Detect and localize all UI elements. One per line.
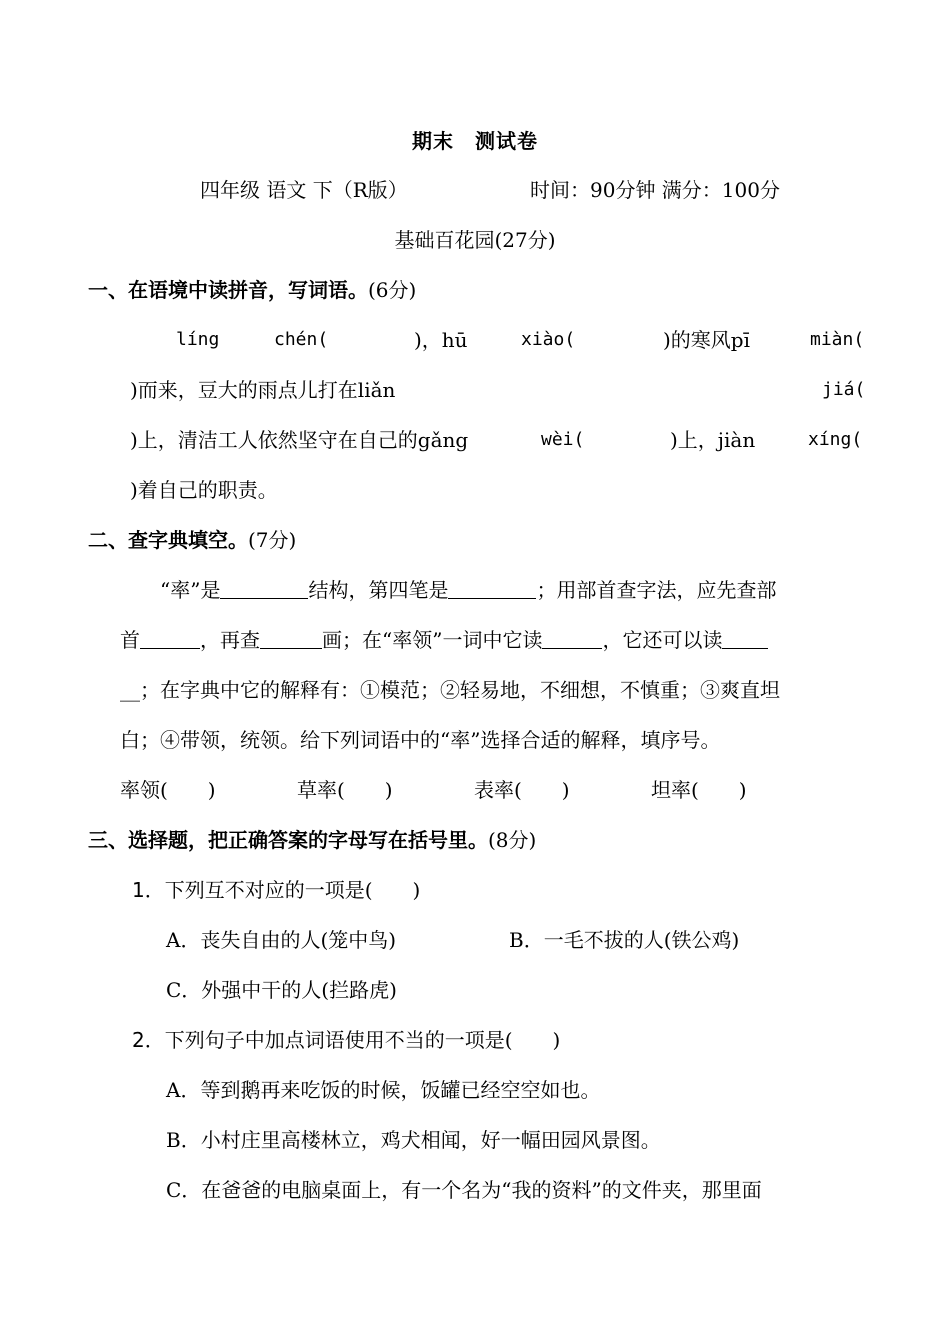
q1-line4: )着自己的职责。 [130,478,278,502]
q2-text-1c: ；用部首查字法，应先查部 [536,578,777,602]
q2-heading-text: 二、查字典填空。 [88,528,248,552]
q3-points: (8分) [488,828,537,852]
q3-item2-text: 下列句子中加点词语使用不当的一项是( ) [164,1028,561,1052]
word-biaoshuai: 表率( ) [474,778,570,802]
blank-stroke-count[interactable] [260,628,322,649]
q2-text-2b: ，再查 [200,628,260,652]
grade-info: 四年级 语文 下（R版） [200,178,408,202]
q2-line3: __；在字典中它的解释有：①模范；②轻易地，不细想，不慎重；③爽直坦 [120,678,780,702]
q3-heading-text: 三、选择题，把正确答案的字母写在括号里。 [88,828,488,852]
q3-item1-option-c: C．外强中干的人(拦路虎) [166,978,397,1002]
pinyin-hu: )，hū [414,328,468,352]
time-info: 时间：90分钟 满分：100分 [530,178,780,202]
word-caoshuai: 草率( ) [297,778,393,802]
word-shuailing: 率领( ) [120,778,216,802]
blank-structure[interactable] [220,578,308,599]
pinyin-pi: )的寒风pī [663,328,751,352]
q3-item1-num: 1． [132,878,165,902]
pinyin-jian: )上，jiàn [670,428,756,452]
pinyin-chen: chén( [274,329,329,350]
q3-item2-option-c: C．在爸爸的电脑桌面上，有一个名为“我的资料”的文件夹，那里面 [166,1178,762,1202]
q2-heading [88,526,296,554]
q2-line1 [160,576,776,604]
pinyin-xiao: xiào( [521,329,576,350]
q1-heading-text: 一、在语境中读拼音，写词语。 [88,278,368,302]
q3-item1-stem [132,876,420,904]
q2-text-2c: 画；在“率领”一词中它读 [322,628,543,652]
page-title: 期末 测试卷 [412,129,538,153]
q1-line2-text: )而来，豆大的雨点儿打在liǎn [130,378,396,402]
pinyin-mian: miàn( [810,329,865,350]
q2-line4: 白；④带领，统领。给下列词语中的“率”选择合适的解释，填序号。 [120,728,721,752]
q1-heading [88,276,416,304]
blank-reading-1[interactable] [542,628,602,649]
blank-radical[interactable] [140,628,200,649]
word-tanshuai: 坦率( ) [651,778,747,802]
pinyin-ling: líng [176,329,220,350]
q2-text-1b: 结构，第四笔是 [308,578,449,602]
q3-item2-option-a: A．等到鹅再来吃饭的时候，饭罐已经空空如也。 [166,1078,601,1102]
blank-fourth-stroke[interactable] [448,578,536,599]
q3-item2-num: 2． [132,1028,165,1052]
pinyin-wei: wèi( [541,429,585,450]
q2-text-2d: ，它还可以读 [602,628,723,652]
q3-item2-stem [132,1026,560,1054]
q3-heading [88,826,536,854]
pinyin-xing: xíng( [808,429,863,450]
q2-text-1a: “率”是 [160,578,221,602]
blank-reading-2[interactable] [722,628,768,649]
q3-item2-option-b: B．小村庄里高楼林立，鸡犬相闻，好一幅田园风景图。 [166,1128,661,1152]
q1-points: (6分) [368,278,417,302]
q3-item1-option-a: A．丧失自由的人(笼中鸟) [166,928,397,952]
q1-line3-text: )上，清洁工人依然坚守在自己的gǎng [130,428,469,452]
pinyin-jia: jiá( [822,379,866,400]
q2-text-2a: 首 [120,628,140,652]
q3-item1-option-b: B．一毛不拔的人(铁公鸡) [509,928,740,952]
q2-line2 [120,626,768,654]
part-title: 基础百花园(27分) [394,228,556,252]
q3-item1-text: 下列互不对应的一项是( ) [164,878,421,902]
q2-points: (7分) [248,528,297,552]
